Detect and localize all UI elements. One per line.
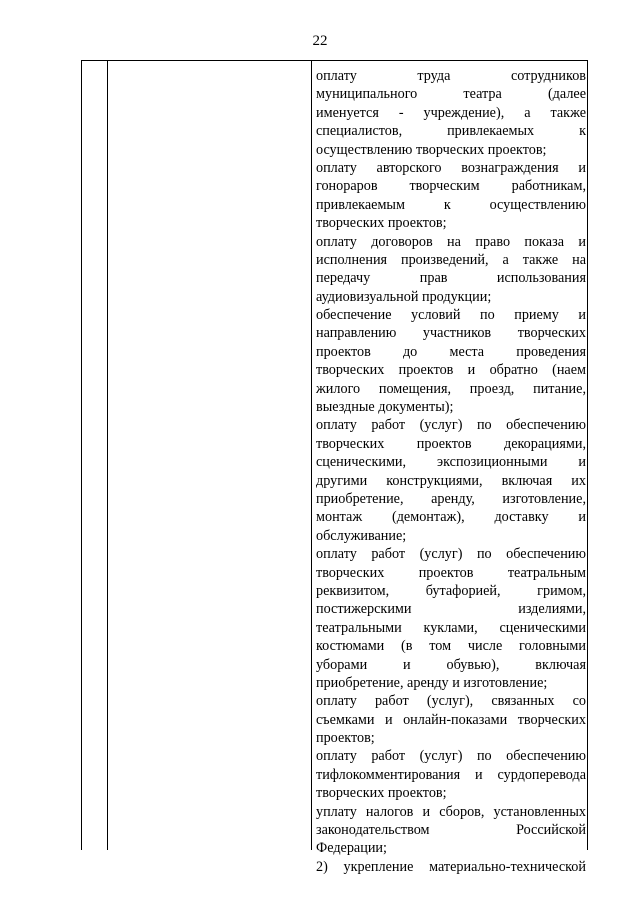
text-line: передачу прав использования bbox=[316, 270, 586, 287]
text-line: творческих проектов; bbox=[316, 215, 447, 232]
text-line: приобретение, аренду, изготовление, bbox=[316, 490, 586, 507]
text-line: творческих проектов и обратно (наем bbox=[316, 362, 586, 379]
text-line: 2) укрепление материально-технической bbox=[316, 858, 586, 875]
text-line: реквизитом, бутафорией, гримом, bbox=[316, 582, 586, 599]
text-line: оплату работ (услуг) по обеспечению bbox=[316, 748, 586, 765]
text-line: аудиовизуальной продукции; bbox=[316, 288, 492, 305]
text-line: проектов до места проведения bbox=[316, 343, 586, 360]
text-line: тифлокомментирования и сурдоперевода bbox=[316, 766, 586, 783]
text-line: привлекаемым к осуществлению bbox=[316, 196, 586, 213]
text-line: жилого помещения, проезд, питание, bbox=[316, 380, 586, 397]
text-line: муниципального театра (далее bbox=[316, 86, 586, 103]
text-line: оплату авторского вознаграждения и bbox=[316, 159, 586, 176]
text-line: монтаж (демонтаж), доставку и bbox=[316, 509, 586, 526]
text-line: уборами и обувью), включая bbox=[316, 656, 586, 673]
text-line: гонораров творческим работникам, bbox=[316, 178, 586, 195]
text-line: костюмами (в том числе головными bbox=[316, 638, 586, 655]
text-line: оплату труда сотрудников bbox=[316, 68, 586, 84]
column-divider-2 bbox=[311, 61, 312, 850]
table-cell-text bbox=[316, 67, 586, 876]
table bbox=[81, 60, 588, 875]
text-line: съемками и онлайн-показами творческих bbox=[316, 711, 586, 728]
text-line: творческих проектов декорациями, bbox=[316, 435, 586, 452]
text-line: оплату работ (услуг) по обеспечению bbox=[316, 417, 586, 434]
text-line: другими конструкциями, включая их bbox=[316, 472, 586, 489]
text-line: обеспечение условий по приему и bbox=[316, 307, 586, 324]
text-line: законодательством Российской bbox=[316, 822, 586, 839]
text-line: творческих проектов театральным bbox=[316, 564, 586, 581]
text-line: оплату работ (услуг) по обеспечению bbox=[316, 546, 586, 563]
text-line: обслуживание; bbox=[316, 527, 407, 544]
text-line: специалистов, привлекаемых к bbox=[316, 123, 586, 140]
text-line: проектов; bbox=[316, 730, 375, 747]
text-line: творческих проектов; bbox=[316, 785, 447, 802]
column-divider-1 bbox=[107, 61, 108, 850]
text-line: исполнения произведений, а также на bbox=[316, 251, 586, 268]
text-line: постижерскими изделиями, bbox=[316, 601, 586, 618]
text-line: направлению участников творческих bbox=[316, 325, 586, 342]
text-line: сценическими, экспозиционными и bbox=[316, 454, 586, 471]
text-line: именуется - учреждение), а также bbox=[316, 104, 586, 121]
text-line: уплату налогов и сборов, установленных bbox=[316, 803, 586, 820]
text-line: Федерации; bbox=[316, 840, 387, 857]
text-line: театральными куклами, сценическими bbox=[316, 619, 586, 636]
text-line: выездные документы); bbox=[316, 399, 454, 416]
text-line: оплату договоров на право показа и bbox=[316, 233, 586, 250]
text-line: осуществлению творческих проектов; bbox=[316, 141, 547, 158]
text-line: оплату работ (услуг), связанных со bbox=[316, 693, 586, 710]
page-number: 22 bbox=[312, 33, 328, 49]
text-line: приобретение, аренду и изготовление; bbox=[316, 674, 548, 691]
